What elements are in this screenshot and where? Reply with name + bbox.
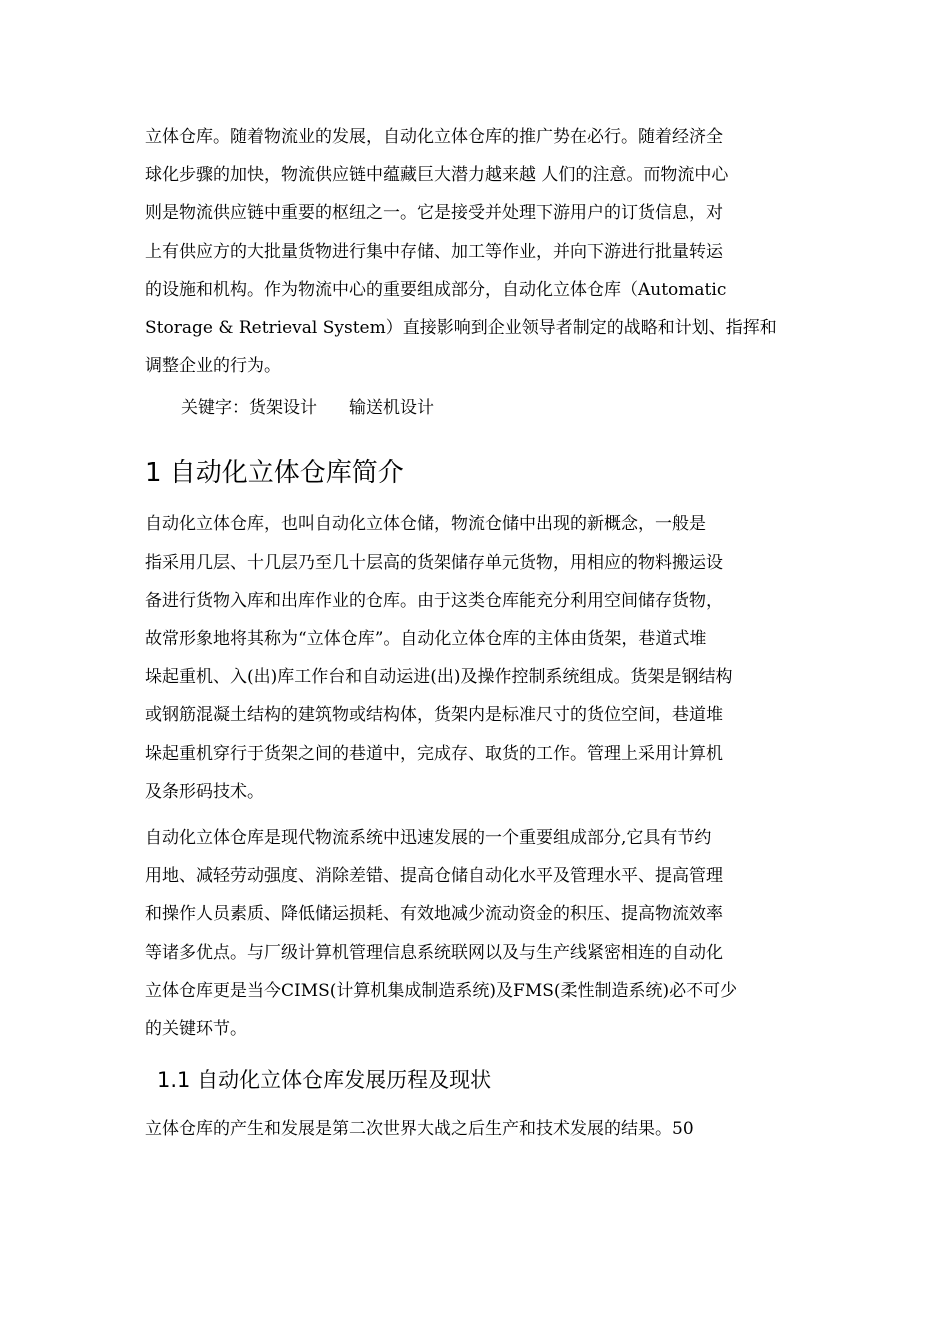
- document-body: [145, 118, 805, 1148]
- keywords-label: 关键字：货架设计: [181, 398, 317, 419]
- section-1-1-heading: 1.1 自动化立体仓库发展历程及现状: [157, 1068, 492, 1093]
- keywords-line: [145, 389, 805, 427]
- section-1-heading: 1 自动化立体仓库简介: [145, 458, 404, 489]
- keywords-spacer: [317, 389, 349, 427]
- section-1-1-paragraph-1: 立体仓库的产生和发展是第二次世界大战之后生产和技术发展的结果。50: [145, 1119, 694, 1140]
- section-1-paragraph-1: 自动化立体仓库，也叫自动化立体仓储，物流仓储中出现的新概念，一般是 指采用几层、十几层乃至几十层高的货架储存单元货物，用相应的物料搬运设 备进行货物入库和出库作业的仓库。由于这类仓库能充分利用空间储存货物， 故常形象地将其称为“立体仓库”。自动化立体仓库的主体由货架，巷道式堆 垛起重机、入(出)库工作台和自动运进(出)及操作控制系统组成。货架是钢结构 或钢筋混凝土结构的建筑物或结构体，货架内是标准尺寸的货位空间，巷道堆 垛起重机穿行于货架之间的巷道中，完成存、取货的工作。管理上采用计算机 及条形码技术。: [145, 514, 733, 802]
- intro-paragraph: 立体仓库。随着物流业的发展，自动化立体仓库的推广势在必行。随着经济全 球化步骤的加快，物流供应链中蕴藏巨大潜力越来越 人们的注意。而物流中心 则是物流供应链中重要的枢纽之一。它是接受并处理下游用户的订货信息，对 上有供应方的大批量货物进行集中存储、加工等作业，并向下游进行批量转运 的设施和机构。作为物流中心的重要组成部分，自动化立体仓库（Automatic Storage & Retrieval System）直接影响到企业领导者制定的战略和计划、指挥和 调整企业的行为。: [145, 127, 777, 377]
- section-1-paragraph-2: 自动化立体仓库是现代物流系统中迅速发展的一个重要组成部分,它具有节约 用地、减轻劳动强度、消除差错、提高仓储自动化水平及管理水平、提高管理 和操作人员素质、降低储运损耗、有效地减少流动资金的积压、提高物流效率 等诸多优点。与厂级计算机管理信息系统联网以及与生产线紧密相连的自动化 立体仓库更是当今CIMS(计算机集成制造系统)及FMS(柔性制造系统)必不可少 的关键环节。: [145, 828, 738, 1040]
- keywords-second: 输送机设计: [349, 398, 434, 419]
